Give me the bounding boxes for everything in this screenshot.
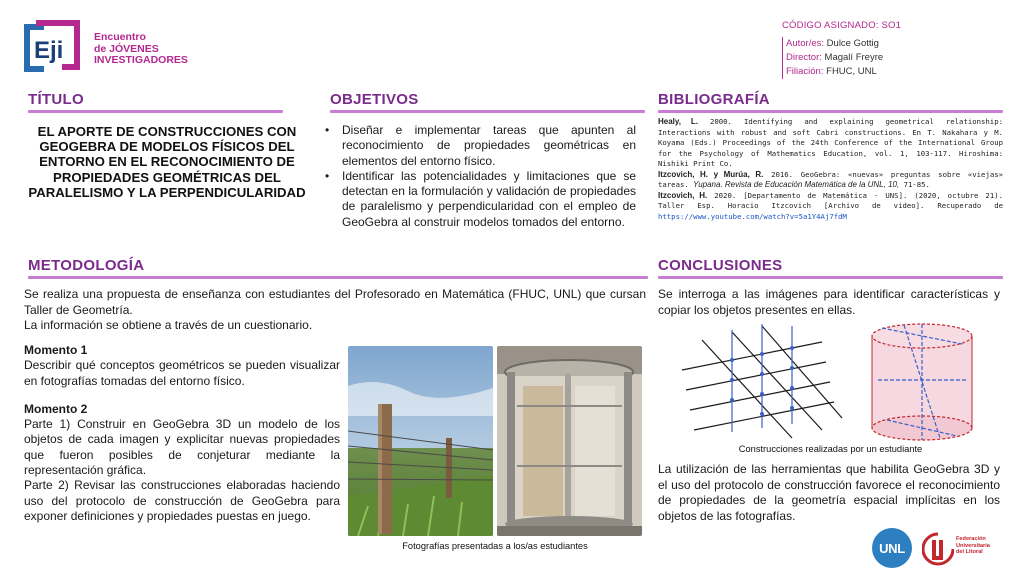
figure-caption: Construcciones realizadas por un estudiante — [738, 444, 923, 454]
svg-text:Eji: Eji — [34, 37, 64, 64]
geogebra-constructions-figure — [672, 320, 1002, 442]
event-logo — [22, 18, 202, 78]
methodology-moments — [24, 343, 340, 524]
revolving-door-photo — [497, 346, 642, 536]
moment-2-part2: Parte 2) Revisar las construcciones elaboradas haciendo uso del protocolo de construcción de GeoGebra para exponer definiciones y propiedades puestas en juego. — [24, 478, 340, 523]
eji-logo-icon — [22, 18, 84, 78]
unl-logo: UNL — [872, 528, 912, 568]
objective-item: • Identificar las potencialidades y limitaciones que se detectan en la formulación y validación de propiedades de paralelismo y perpendicularidad con el empleo de GeoGebra al construir modelos tomados del entorno. — [322, 169, 636, 230]
bibliography — [658, 117, 1003, 222]
moment-2-title: Momento 2 — [24, 401, 88, 416]
section-title-titulo: TÍTULO — [28, 91, 84, 108]
poster-title: EL APORTE DE CONSTRUCCIONES CON GEOGEBRA DE MODELOS FÍSICOS DEL ENTORNO EN EL RECONOCIMIENTO DE PROPIEDADES GEOMÉTRICAS DEL PARALELISMO Y LA PERPENDICULARIDAD — [28, 124, 306, 200]
methodology-intro: Se realiza una propuesta de enseñanza con estudiantes del Profesorado en Matemática (FHUC, UNL) que cursan Taller de Geometría. La información se obtiene a través de un cuestionario. — [24, 287, 646, 332]
section-title-objetivos: OBJETIVOS — [330, 91, 419, 108]
director-row: Director: Magalí Freyre — [782, 51, 901, 65]
conclusion-paragraph-1: Se interroga a las imágenes para identificar características y copiar los objetos presentes en ellas. — [658, 287, 1000, 317]
moment-1-title: Momento 1 — [24, 343, 88, 357]
conclusion-paragraph-2: La utilización de las herramientas que habilita GeoGebra 3D y el uso del protocolo de construcción favorece el reconocimiento de propiedades de la geometría espacial implícitas en los objetos de las fotografías. — [658, 462, 1000, 523]
event-name: Encuentro de JÓVENES INVESTIGADORES — [94, 31, 188, 66]
video-link[interactable]: https://www.youtube.com/watch?v=5a1Y4Aj7fdM — [658, 211, 847, 221]
federation-logo — [922, 528, 1002, 568]
section-title-metodologia: METODOLOGÍA — [28, 257, 145, 274]
author-row: Autor/es: Dulce Gottig — [782, 37, 901, 51]
objective-item: • Diseñar e implementar tareas que apunten al reconocimiento de propiedades geométricas en elementos del entorno físico. — [322, 123, 636, 169]
objectives-list — [322, 123, 636, 230]
section-title-bibliografia: BIBLIOGRAFÍA — [658, 91, 770, 108]
federation-name: Federación Universitaria del Litoral — [956, 536, 990, 556]
reference-item: Itzcovich, H. y Murúa, R. 2016. GeoGebra: «nuevas» preguntas sobre «viejas» tareas. Yupana. Revista de Educación Matemática de la UNL, 10, 71-85. — [658, 169, 1004, 189]
section-title-conclusiones: CONCLUSIONES — [658, 257, 783, 274]
fence-photo — [348, 346, 493, 536]
photo-caption: Fotografías presentadas a los/as estudiantes — [402, 541, 588, 551]
reference-item: Itzcovich, H. 2020. [Departamento de Matemática - UNS]. (2020, octubre 21). Taller Esp. Horacio Itzcovich [Archivo de video]. Recuperado de https://www.youtube.com/watch?v=5a1Y4Aj7fdM — [658, 190, 1003, 221]
assigned-code: CÓDIGO ASIGNADO: SO1 — [782, 20, 902, 31]
moment-2-part1: Parte 1) Construir en GeoGebra 3D un modelo de los objetos de cada imagen y explicitar nuevas propiedades que fueron posibles de conjeturar mediante la representación gráfica. — [24, 417, 340, 478]
poster-info — [782, 20, 901, 79]
moment-1-text: Describir qué conceptos geométricos se pueden visualizar en fotografías tomadas del entorno físico. — [24, 358, 340, 388]
reference-item: Healy, L. 2000. Identifying and explaining geometrical relationship: Interactions with robust and soft Cabri constructions. En T. Nakahara y M. Koyama (Eds.) Proceedings of the 24th Conference of the International Group for the Psychology of Mathematics Education, vol. 1, 103-117. Hiroshima: Nishiki Print Co. — [658, 117, 1003, 168]
affiliation-row: Filiación: FHUC, UNL — [782, 65, 901, 79]
federation-mark-icon — [922, 532, 954, 566]
cylinder-construction — [872, 324, 972, 440]
